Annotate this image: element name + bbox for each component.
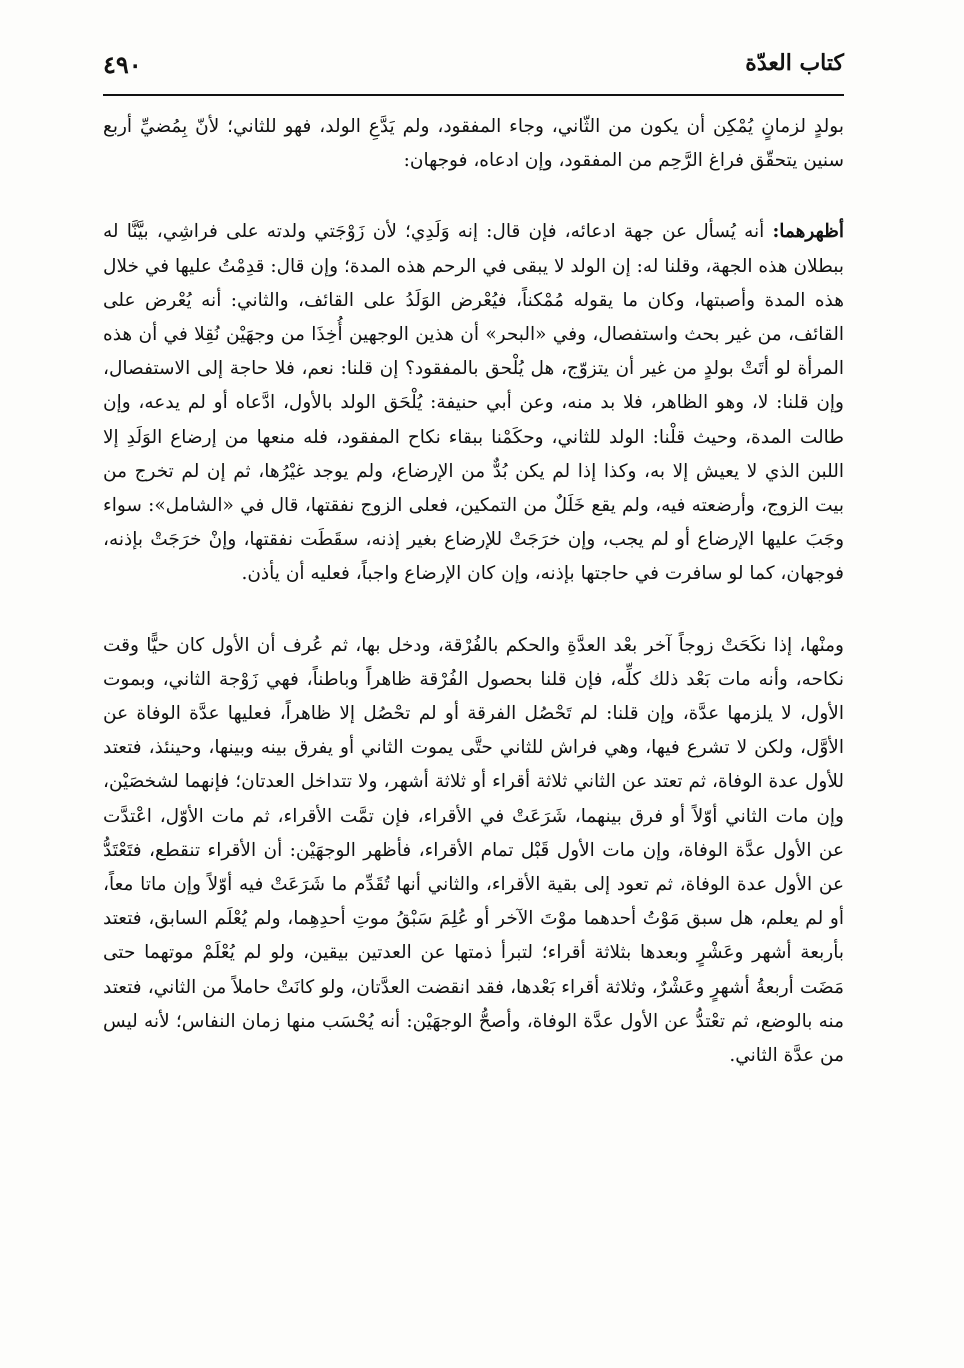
paragraph-1: بولدٍ لزمانٍ يُمْكِن أن يكون من الثّاني، وجاء المفقود، ولم يَدَّعِ الولد، فهو للثاني؛ لأنّ بِمُضيِّ أربع سنين يتحقّق فراغ الرَّحِم من المفقود، وإن ادعاه، فوجهان: (103, 116, 844, 172)
paragraph-2 (103, 215, 844, 591)
paragraph-2-body: أنه يُسأل عن جهة ادعائه، فإن قال: إنه وَلَدِي؛ لأن زَوْجَتي ولدته على فراشِي، بيَّنَّا له ببطلان هذه الجهة، وقلنا له: إن الولد لا يبقى في الرحم هذه المدة؛ وإن قال: قدِمْتُ عليها في خلال هذه المدة وأصبتها، وكان ما يقوله مُمْكناً، فيُعْرض الوَلَدُ على القائف، والثاني: أنه يُعْرض على القائف، من غير بحث واستفصال، وفي «البحر» أن هذين الوجهين أُخِذَا من وجهَيْن نُقِلا في أن هذه المرأة لو أتَتْ بولدٍ من غير أن يتزوّج، هل يُلْحق بالمفقود؟ إن قلنا: نعم، فلا حاجة إلى الاستفصال، وإن قلنا: لا، وهو الظاهر، فلا بد منه، وعن أبي حنيفة: يُلْحَق الولد بالأول، ادَّعاه أو لم يدعه، وإن طالت المدة، وحيث قلْنا: الولد للثاني، وحكَمْنا ببقاء نكاح المفقود، فله منعها من إرضاع الوَلَدِ إلا اللبن الذي لا يعيش إلا به، وكذا إذا لم يكن بُدٌّ من الإرضاع، ولم يوجد غيْرُها، ثم إن لم تخرج من بيت الزوج، وأرضعته فيه، ولم يقع خَلَلٌ من التمكين، فعلى الزوج نفقتها، قال في «الشامل»: سواء وجَبَ عليها الإرضاع أو لم يجب، وإن خرَجَتْ للإرضاع بغير إذنه، سقَطَت نفقتها، وإنْ خرَجَتْ بإذنه، فوجهان، كما لو سافرت في حاجتها بإذنه، وإن كان الإرضاع واجباً، فعليه أن يأذن. (103, 221, 844, 585)
book-title: كتاب العدّة (745, 50, 844, 76)
paragraph-3: ومنْها، إذا نكَحَتْ زوجاً آخر بعْد العدَّةِ والحكم بالفُرْقة، ودخل بها، ثم عُرف أن الأول كان حيًّا وقت نكاحه، وأنه مات بَعْد ذلك كلِّه، فإن قلنا بحصول الفُرْقة ظاهراً وباطناً، فهي زَوْجة الثاني، وبموت الأول، لا يلزمها عدَّة، وإن قلنا: لم تَحْصُل الفرقة أو لم تحْصُل إلا ظاهراً، فعليها عدَّة الوفاة عن الأوَّل، ولكن لا تشرع فيها، وهي فراش للثاني حتَّى يموت الثاني أو يفرق بينه وبينها، وحينئذ، فتعتد للأول عدة الوفاة، ثم تعتد عن الثاني ثلاثة أقراء أو ثلاثة أشهر، ولا تتداخل العدتان؛ فإنهما لشخصَيْن، وإن مات الثاني أوّلاً أو فرق بينهما، شَرَعَتْ في الأقراء، فإن تمَّت الأقراء، ثم مات الأوّل، اعْتدَّت عن الأول عدَّة الوفاة، وإن مات الأول قَبْل تمام الأقراء، فأظهر الوجهَيْن: أن الأقراء تنقطع، فتَعْتَدُّ عن الأول عدة الوفاة، ثم تعود إلى بقية الأقراء، والثاني أنها تُقَدِّم ما شَرَعَتْ فيه أوّلاً وإن ماتا معاً، أو لم يعلم، هل سبق مَوْتُ أحدهما موْتَ الآخر أو عُلِمَ سَبْقُ موتِ أحدِهِما، ولم يُعْلَم السابق، فتعتد بأربعة أشهر وعَشْرٍ وبعدها بثلاثة أقراء؛ لتبرأ ذمتها عن العدتين بيقين، ولو لم يُعْلَمْ موتهما حتى مَضَت أربعةُ أشهرٍ وعَشْرٌ، وثلاثة أقراء بَعْدها، فقد انقضت العدَّتان، ولو كانَتْ حاملاً من الثاني، فتعتد منه بالوضع، ثم تعْتدُّ عن الأول عدَّة الوفاة، وأصحُّ الوجهَيْن: أنه يُحْسَب منها زمان النفاس؛ لأنه ليس من عدَّة الثاني. (103, 634, 844, 1067)
paragraph-2-lead: أظهرهما: (772, 221, 844, 243)
running-header (103, 38, 844, 96)
body-text (103, 110, 844, 1073)
page-number: ٤٩٠ (103, 50, 142, 79)
